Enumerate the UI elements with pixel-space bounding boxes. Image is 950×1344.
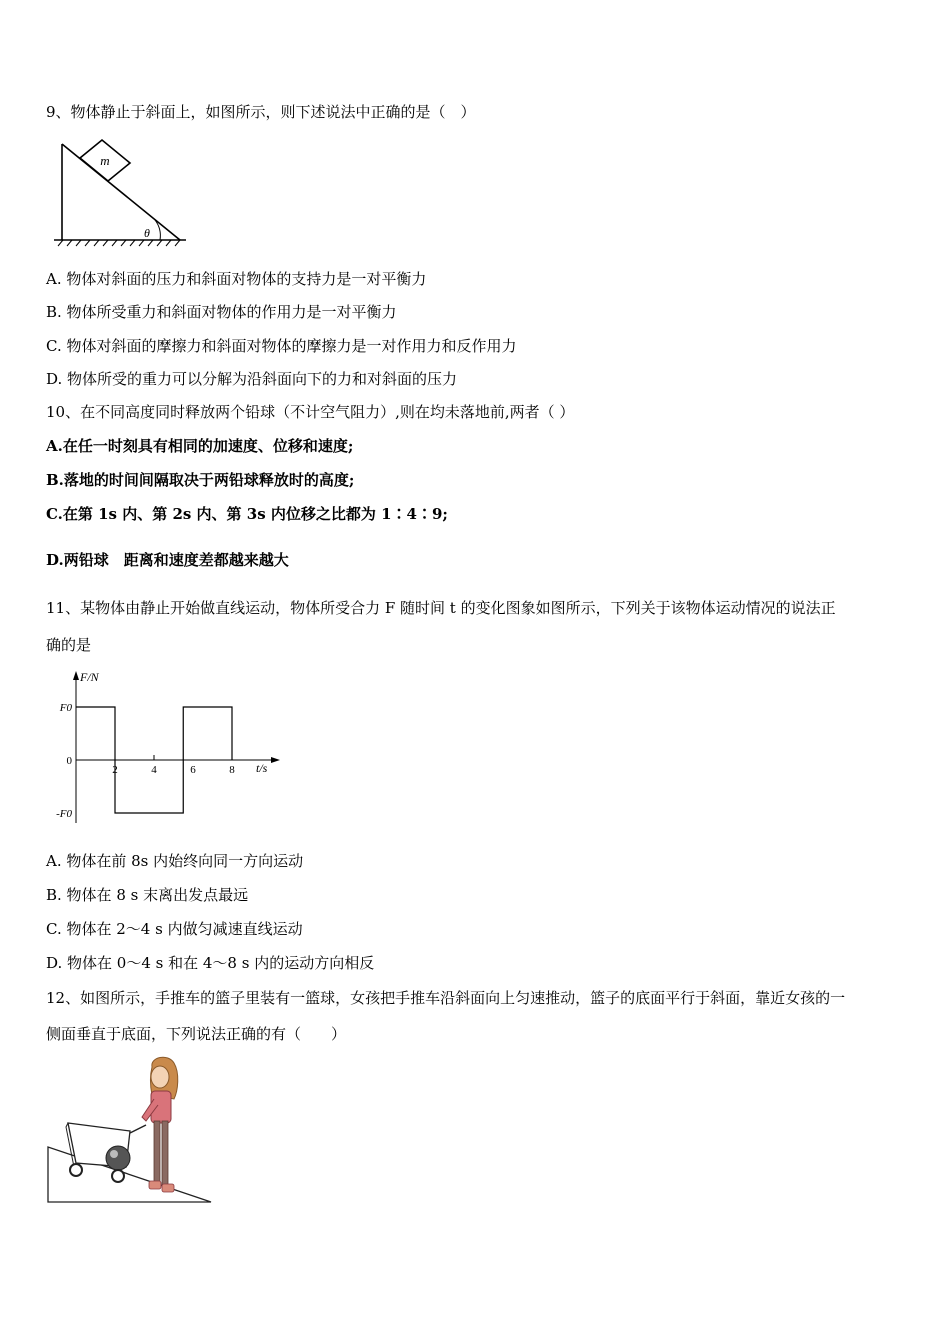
q10-option-a: A.在任一时刻具有相同的加速度、位移和速度; bbox=[46, 437, 354, 455]
cart-wheel-front bbox=[112, 1170, 124, 1182]
girl-shoe-left bbox=[149, 1181, 161, 1189]
x-axis-arrow bbox=[271, 757, 280, 763]
q12-stem-line1: 12、如图所示，手推车的篮子里装有一篮球，女孩把手推车沿斜面向上匀速推动，篮子的底面平行于斜面，靠近女孩的一 bbox=[46, 989, 846, 1007]
x-tick-8: 8 bbox=[229, 764, 235, 776]
x-tick-6: 6 bbox=[190, 764, 196, 776]
q9-option-a: A. 物体对斜面的压力和斜面对物体的支持力是一对平衡力 bbox=[46, 270, 427, 288]
y-tick-zero: 0 bbox=[66, 755, 72, 767]
ground-hatching bbox=[58, 240, 180, 246]
q12-stem-line2: 侧面垂直于底面，下列说法正确的有（ ） bbox=[46, 1025, 347, 1043]
y-axis-label: F/N bbox=[80, 670, 99, 684]
q9-stem: 9、物体静止于斜面上，如图所示，则下述说法中正确的是（ ） bbox=[46, 103, 476, 121]
basketball-highlight bbox=[110, 1150, 118, 1158]
block-mass-label: m bbox=[100, 153, 110, 168]
girl-leg-right bbox=[162, 1121, 168, 1185]
q11-option-c: C. 物体在 2～4 s 内做匀减速直线运动 bbox=[46, 920, 303, 938]
q9-option-d: D. 物体所受的重力可以分解为沿斜面向下的力和对斜面的压力 bbox=[46, 370, 458, 388]
q9-option-c: C. 物体对斜面的摩擦力和斜面对物体的摩擦力是一对作用力和反作用力 bbox=[46, 337, 517, 355]
girl-shoe-right bbox=[162, 1184, 174, 1192]
q10-option-b: B.落地的时间间隔取决于两铅球释放时的高度; bbox=[46, 471, 355, 489]
angle-theta-label: θ bbox=[144, 226, 150, 240]
girl-leg-left bbox=[154, 1121, 160, 1183]
cart-handle bbox=[130, 1125, 146, 1133]
x-tick-4: 4 bbox=[151, 764, 157, 776]
x-tick-2: 2 bbox=[112, 764, 118, 776]
y-axis-arrow bbox=[73, 671, 79, 680]
x-axis-label: t/s bbox=[256, 761, 268, 775]
girl-face bbox=[151, 1066, 169, 1088]
cart-wheel-rear bbox=[70, 1164, 82, 1176]
q11-stem-line2: 确的是 bbox=[46, 636, 92, 654]
y-tick-neg-f0: -F0 bbox=[56, 808, 72, 820]
q10-stem: 10、在不同高度同时释放两个铅球（不计空气阻力）,则在均未落地前,两者（ ） bbox=[46, 403, 575, 421]
q9-incline-figure bbox=[50, 138, 190, 250]
q12-cart-girl-figure bbox=[46, 1055, 216, 1205]
q11-force-time-chart bbox=[46, 665, 291, 830]
q11-option-b: B. 物体在 8 s 末离出发点最远 bbox=[46, 886, 249, 904]
q11-option-d: D. 物体在 0～4 s 和在 4～8 s 内的运动方向相反 bbox=[46, 954, 375, 972]
q9-option-b: B. 物体所受重力和斜面对物体的作用力是一对平衡力 bbox=[46, 303, 397, 321]
q10-option-d: D.两铅球 距离和速度差都越来越大 bbox=[46, 551, 289, 569]
q11-stem-line1: 11、某物体由静止开始做直线运动，物体所受合力 F 随时间 t 的变化图象如图所示，下列关于该物体运动情况的说法正 bbox=[46, 599, 836, 617]
q10-option-c: C.在第 1s 内、第 2s 内、第 3s 内位移之比都为 1∶4∶9; bbox=[46, 505, 448, 523]
q11-option-a: A. 物体在前 8s 内始终向同一方向运动 bbox=[46, 852, 304, 870]
basketball bbox=[106, 1146, 130, 1170]
y-tick-f0: F0 bbox=[59, 702, 72, 714]
